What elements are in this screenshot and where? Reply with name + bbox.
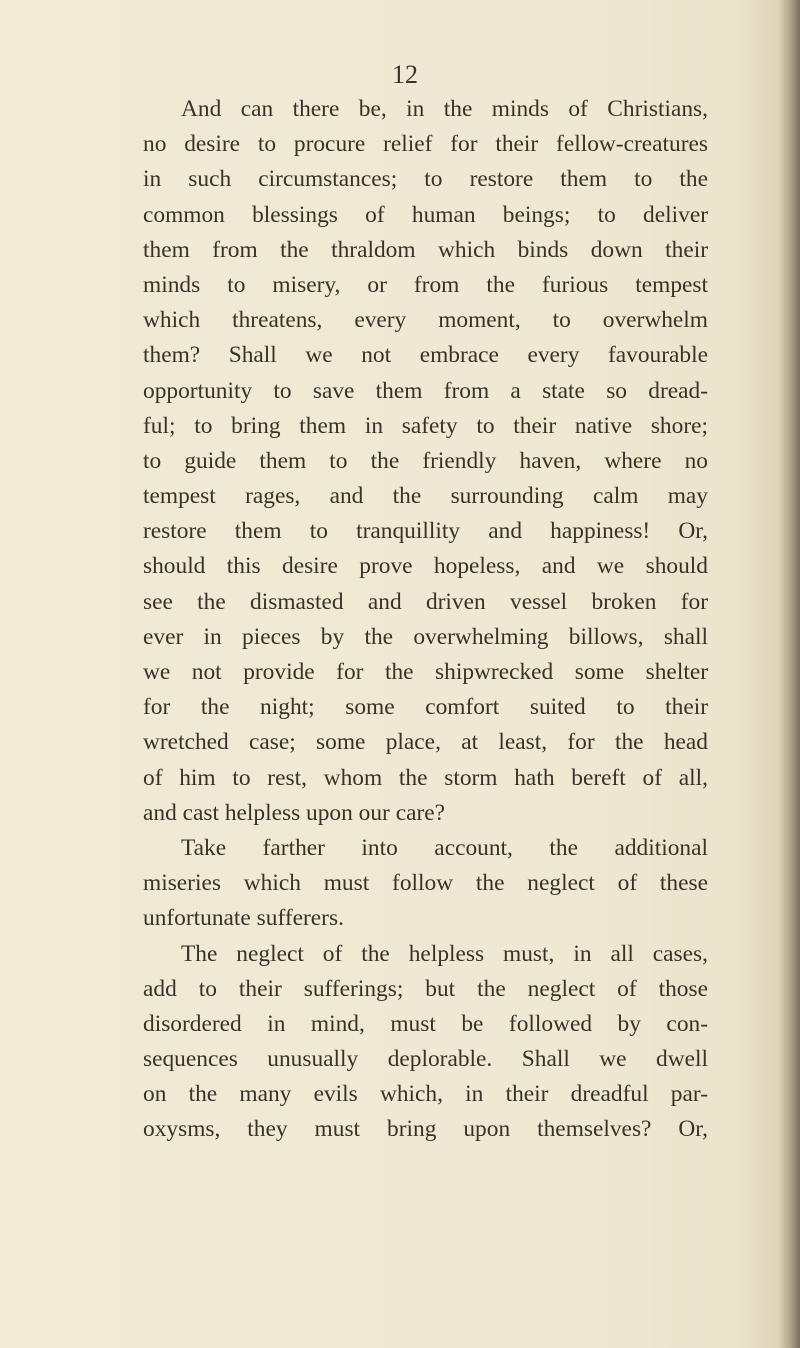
text-line: Take farther into account, the additional: [181, 834, 708, 861]
text-line: wretched case; some place, at least, for the head: [143, 729, 708, 756]
text-line: ful; to bring them in safety to their native shore;: [143, 412, 708, 439]
text-line: to guide them to the friendly haven, where no: [143, 447, 708, 474]
text-line: in such circumstances; to restore them to the: [143, 166, 708, 193]
text-line: and cast helpless upon our care?: [143, 799, 446, 826]
text-line: tempest rages, and the surrounding calm may: [143, 483, 708, 510]
text-line: no desire to procure relief for their fellow-creatures: [143, 131, 708, 158]
text-line: restore them to tranquillity and happiness! Or,: [143, 518, 708, 545]
text-line: them from the thraldom which binds down their: [143, 236, 708, 263]
text-line: see the dismasted and driven vessel broken for: [143, 588, 708, 615]
text-line: disordered in mind, must be followed by con-: [143, 1010, 708, 1037]
text-line: on the many evils which, in their dreadful par-: [143, 1081, 708, 1108]
text-line: them? Shall we not embrace every favourable: [143, 342, 708, 369]
text-line: minds to misery, or from the furious tempest: [143, 271, 708, 298]
text-line: which threatens, every moment, to overwhelm: [143, 307, 708, 334]
text-line: of him to rest, whom the storm hath bereft of all,: [143, 764, 708, 791]
text-line: miseries which must follow the neglect of these: [143, 870, 708, 897]
text-line: And can there be, in the minds of Christians,: [181, 96, 708, 122]
text-line: should this desire prove hopeless, and we should: [143, 553, 708, 580]
text-line: add to their sufferings; but the neglect of those: [143, 975, 708, 1002]
body-text: [143, 92, 708, 1148]
page-edge-shadow: [778, 0, 800, 1348]
text-line: The neglect of the helpless must, in all cases,: [181, 940, 708, 967]
text-line: unfortunate sufferers.: [143, 905, 344, 932]
text-line: opportunity to save them from a state so dread-: [143, 377, 708, 404]
text-line: oxysms, they must bring upon themselves? Or,: [143, 1116, 708, 1143]
text-line: sequences unusually deplorable. Shall we dwell: [143, 1046, 708, 1073]
text-line: common blessings of human beings; to deliver: [143, 201, 708, 228]
page-number: 12: [392, 60, 418, 89]
text-line: we not provide for the shipwrecked some shelter: [143, 659, 708, 685]
text-line: ever in pieces by the overwhelming billows, shall: [143, 623, 708, 650]
text-line: for the night; some comfort suited to their: [143, 694, 708, 721]
